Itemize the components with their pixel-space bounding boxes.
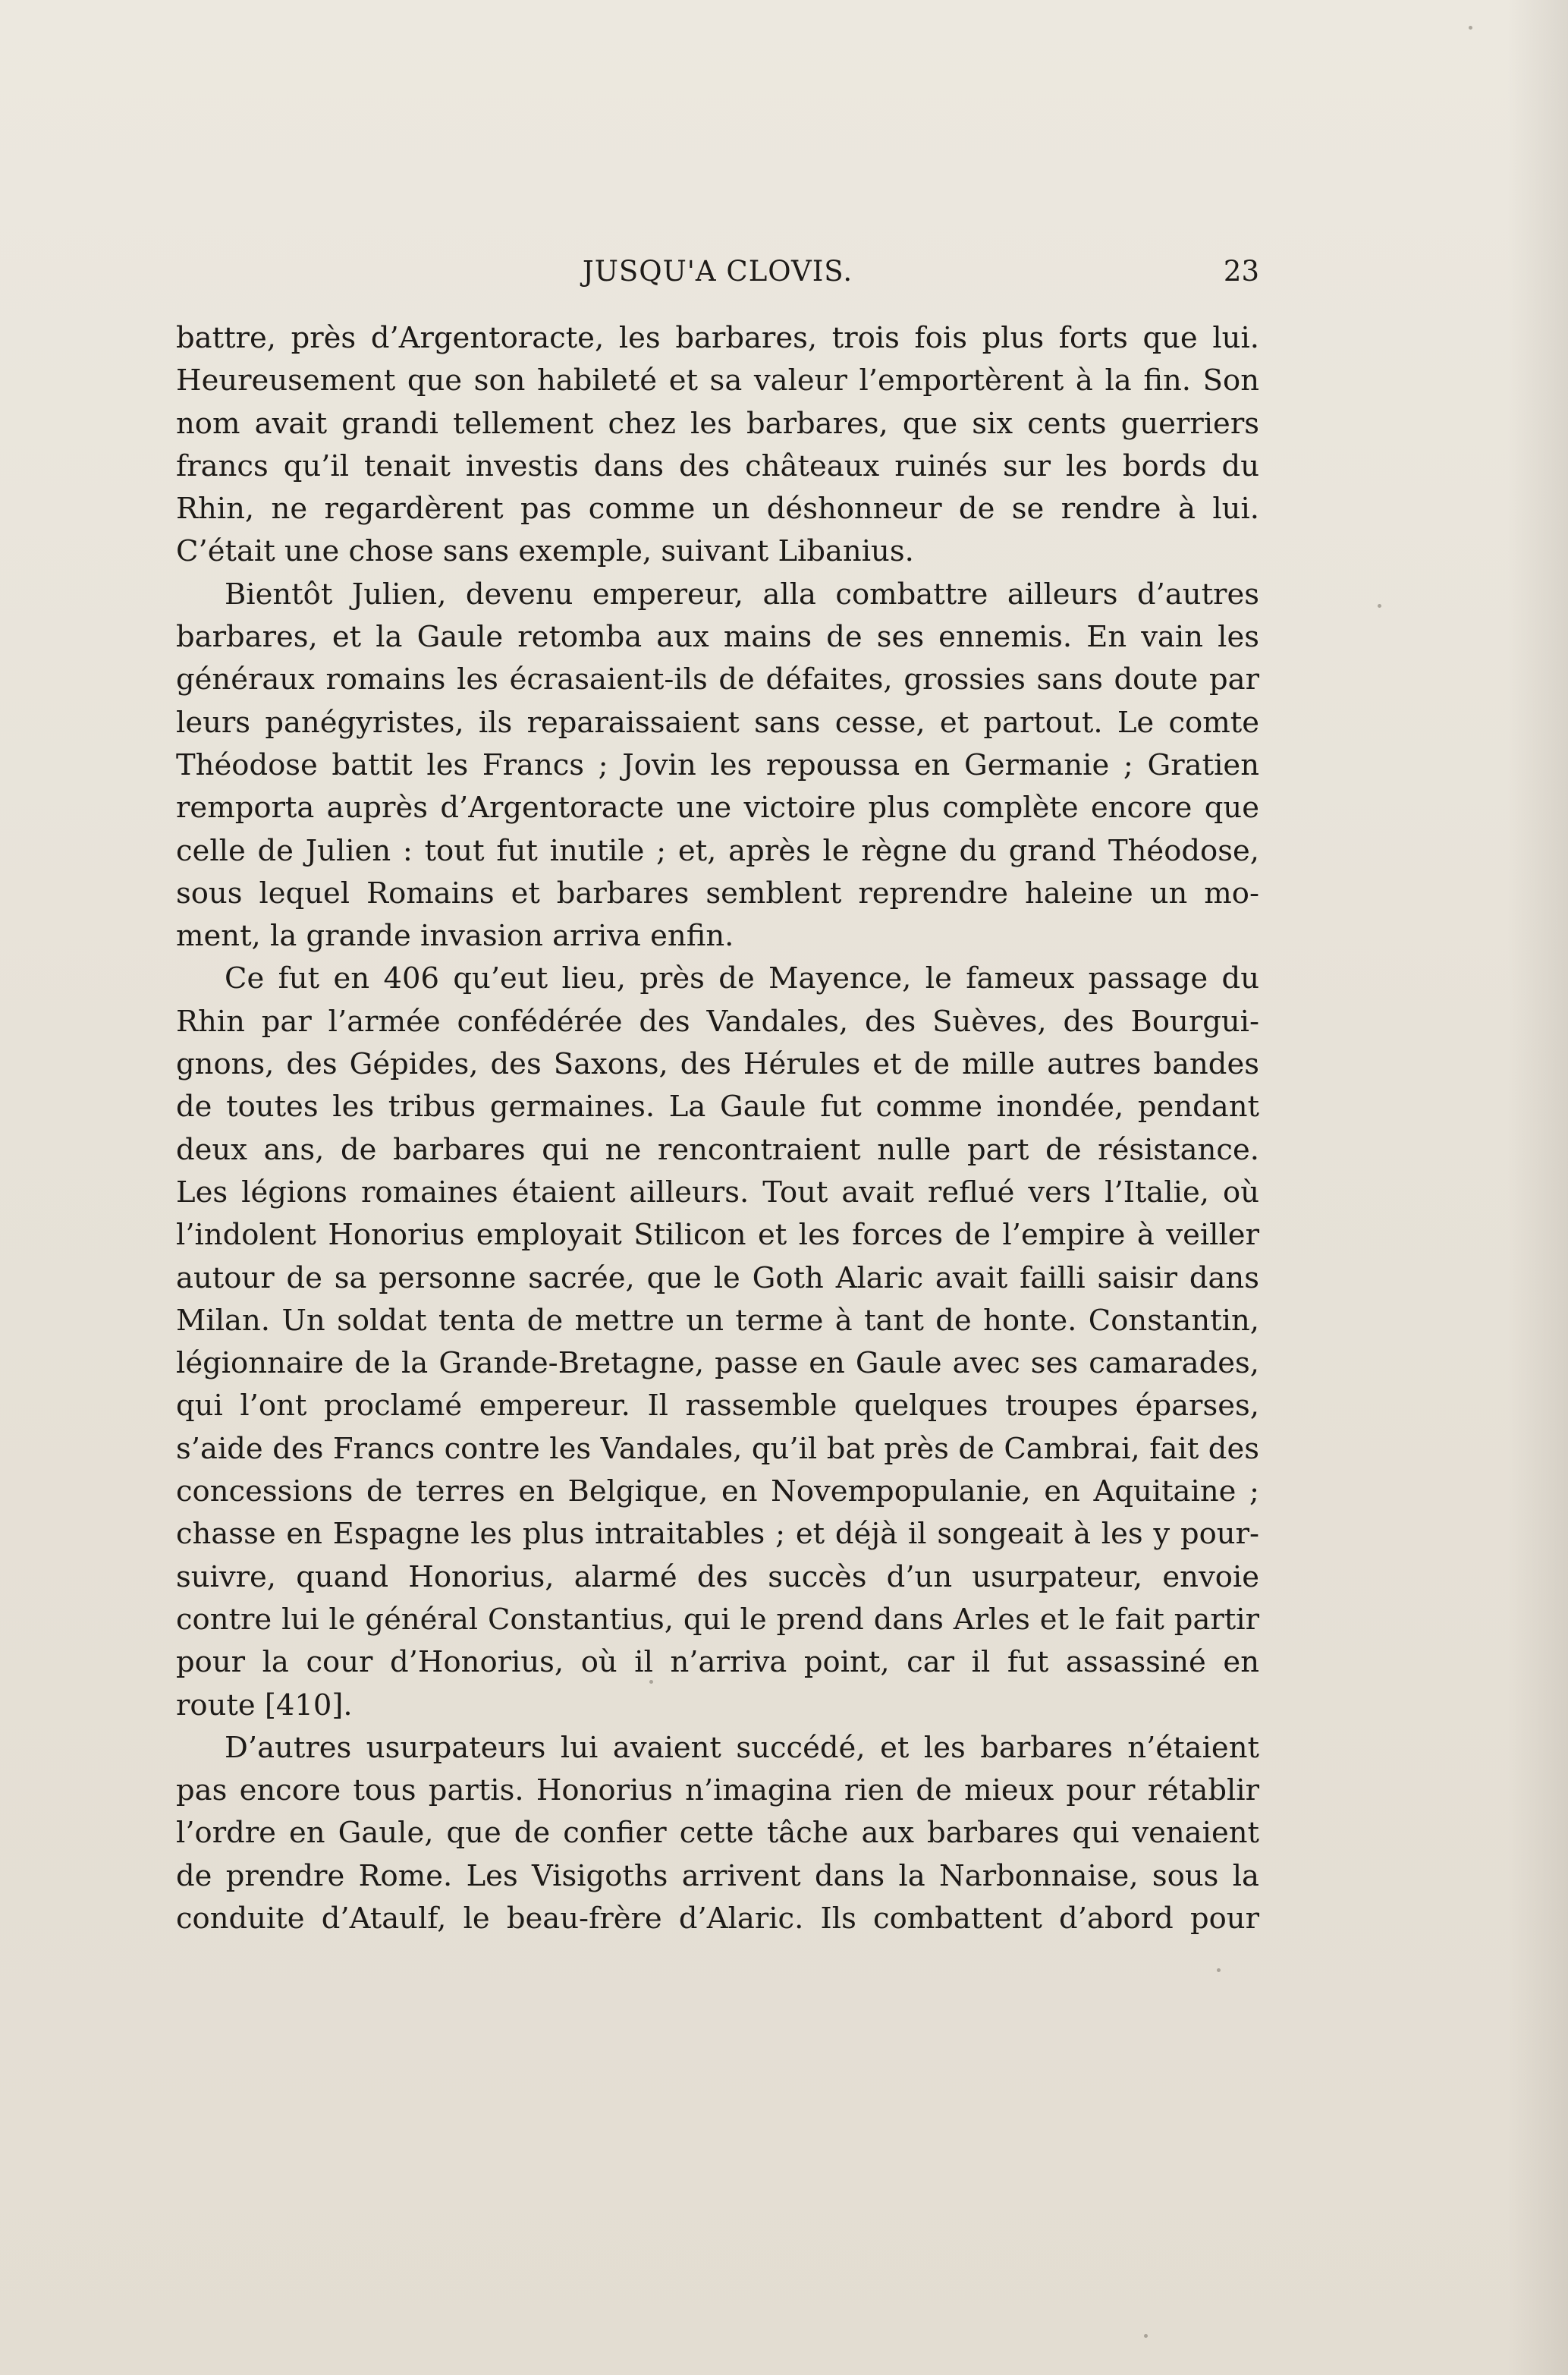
- text-line: de prendre Rome. Les Visigoths arrivent dans la Narbonnaise, sous la: [176, 1858, 1259, 1893]
- text-line: nom avait grandi tellement chez les barbares, que six cents guerriers: [176, 406, 1259, 441]
- text-line: deux ans, de barbares qui ne rencontraient nulle part de résistance.: [176, 1132, 1259, 1167]
- text-line: ment, la grande invasion arriva enfin.: [176, 919, 734, 954]
- text-line: l’ordre en Gaule, que de confier cette tâche aux barbares qui venaient: [176, 1816, 1259, 1851]
- paper-speck: [1378, 604, 1381, 608]
- text-line: battre, près d’Argentoracte, les barbares, trois fois plus forts que lui.: [176, 321, 1259, 355]
- text-line: Les légions romaines étaient ailleurs. Tout avait reflué vers l’Italie, où: [176, 1175, 1259, 1210]
- text-line: Rhin par l’armée confédérée des Vandales, des Suèves, des Bourgui-: [176, 1004, 1259, 1039]
- text-line: gnons, des Gépides, des Saxons, des Hérules et de mille autres bandes: [176, 1047, 1259, 1082]
- text-line: remporta auprès d’Argentoracte une victoire plus complète encore que: [176, 791, 1259, 826]
- text-line: généraux romains les écrasaient-ils de défaites, grossies sans doute par: [176, 662, 1259, 697]
- text-line: C’était une chose sans exemple, suivant Libanius.: [176, 534, 914, 569]
- text-line: suivre, quand Honorius, alarmé des succès d’un usurpateur, envoie: [176, 1559, 1259, 1594]
- page-edge-shadow: [1507, 0, 1568, 2375]
- text-line: concessions de terres en Belgique, en Novempopulanie, en Aquitaine ;: [176, 1474, 1259, 1509]
- paper-speck: [1144, 2334, 1148, 2338]
- text-line: barbares, et la Gaule retomba aux mains de ses ennemis. En vain les: [176, 620, 1259, 655]
- text-line: sous lequel Romains et barbares semblent reprendre haleine un mo-: [176, 876, 1259, 911]
- running-title: JUSQU'A CLOVIS.: [582, 255, 853, 288]
- text-line: s’aide des Francs contre les Vandales, qu’il bat près de Cambrai, fait des: [176, 1431, 1259, 1466]
- text-line: conduite d’Ataulf, le beau-frère d’Alaric. Ils combattent d’abord pour: [176, 1901, 1259, 1936]
- text-line: Rhin, ne regardèrent pas comme un déshonneur de se rendre à lui.: [176, 492, 1259, 527]
- paper-speck: [1469, 26, 1472, 30]
- paper-speck: [1217, 1968, 1221, 1972]
- text-line: l’indolent Honorius employait Stilicon et les forces de l’empire à veiller: [176, 1218, 1259, 1253]
- text-line: de toutes les tribus germaines. La Gaule fut comme inondée, pendant: [176, 1090, 1259, 1125]
- text-line: qui l’ont proclamé empereur. Il rassemble quelques troupes éparses,: [176, 1389, 1259, 1423]
- text-line: Ce fut en 406 qu’eut lieu, près de Mayence, le fameux passage du: [225, 961, 1259, 996]
- body-text: [176, 317, 1259, 1940]
- text-line: pas encore tous partis. Honorius n’imagina rien de mieux pour rétablir: [176, 1773, 1259, 1808]
- text-line: route [410].: [176, 1688, 353, 1722]
- page-header: [176, 255, 1259, 297]
- text-line: contre lui le général Constantius, qui le prend dans Arles et le fait partir: [176, 1602, 1259, 1637]
- text-line: pour la cour d’Honorius, où il n’arriva point, car il fut assassiné en: [176, 1645, 1259, 1680]
- text-line: chasse en Espagne les plus intraitables ; et déjà il songeait à les y pour-: [176, 1517, 1259, 1552]
- text-line: autour de sa personne sacrée, que le Goth Alaric avait failli saisir dans: [176, 1260, 1259, 1295]
- page-number: 23: [1223, 255, 1259, 288]
- text-line: légionnaire de la Grande-Bretagne, passe en Gaule avec ses camarades,: [176, 1346, 1259, 1381]
- text-line: leurs panégyristes, ils reparaissaient sans cesse, et partout. Le comte: [176, 705, 1259, 740]
- text-line: D’autres usurpateurs lui avaient succédé, et les barbares n’étaient: [225, 1730, 1259, 1765]
- text-line: Milan. Un soldat tenta de mettre un terme à tant de honte. Constantin,: [176, 1303, 1259, 1338]
- text-line: francs qu’il tenait investis dans des châteaux ruinés sur les bords du: [176, 448, 1259, 483]
- text-line: Bientôt Julien, devenu empereur, alla combattre ailleurs d’autres: [225, 577, 1259, 612]
- text-line: celle de Julien : tout fut inutile ; et, après le règne du grand Théodose,: [176, 833, 1259, 868]
- paper-speck: [649, 1680, 653, 1684]
- text-line: Heureusement que son habileté et sa valeur l’emportèrent à la fin. Son: [176, 363, 1259, 398]
- text-line: Théodose battit les Francs ; Jovin les repoussa en Germanie ; Gratien: [176, 747, 1259, 782]
